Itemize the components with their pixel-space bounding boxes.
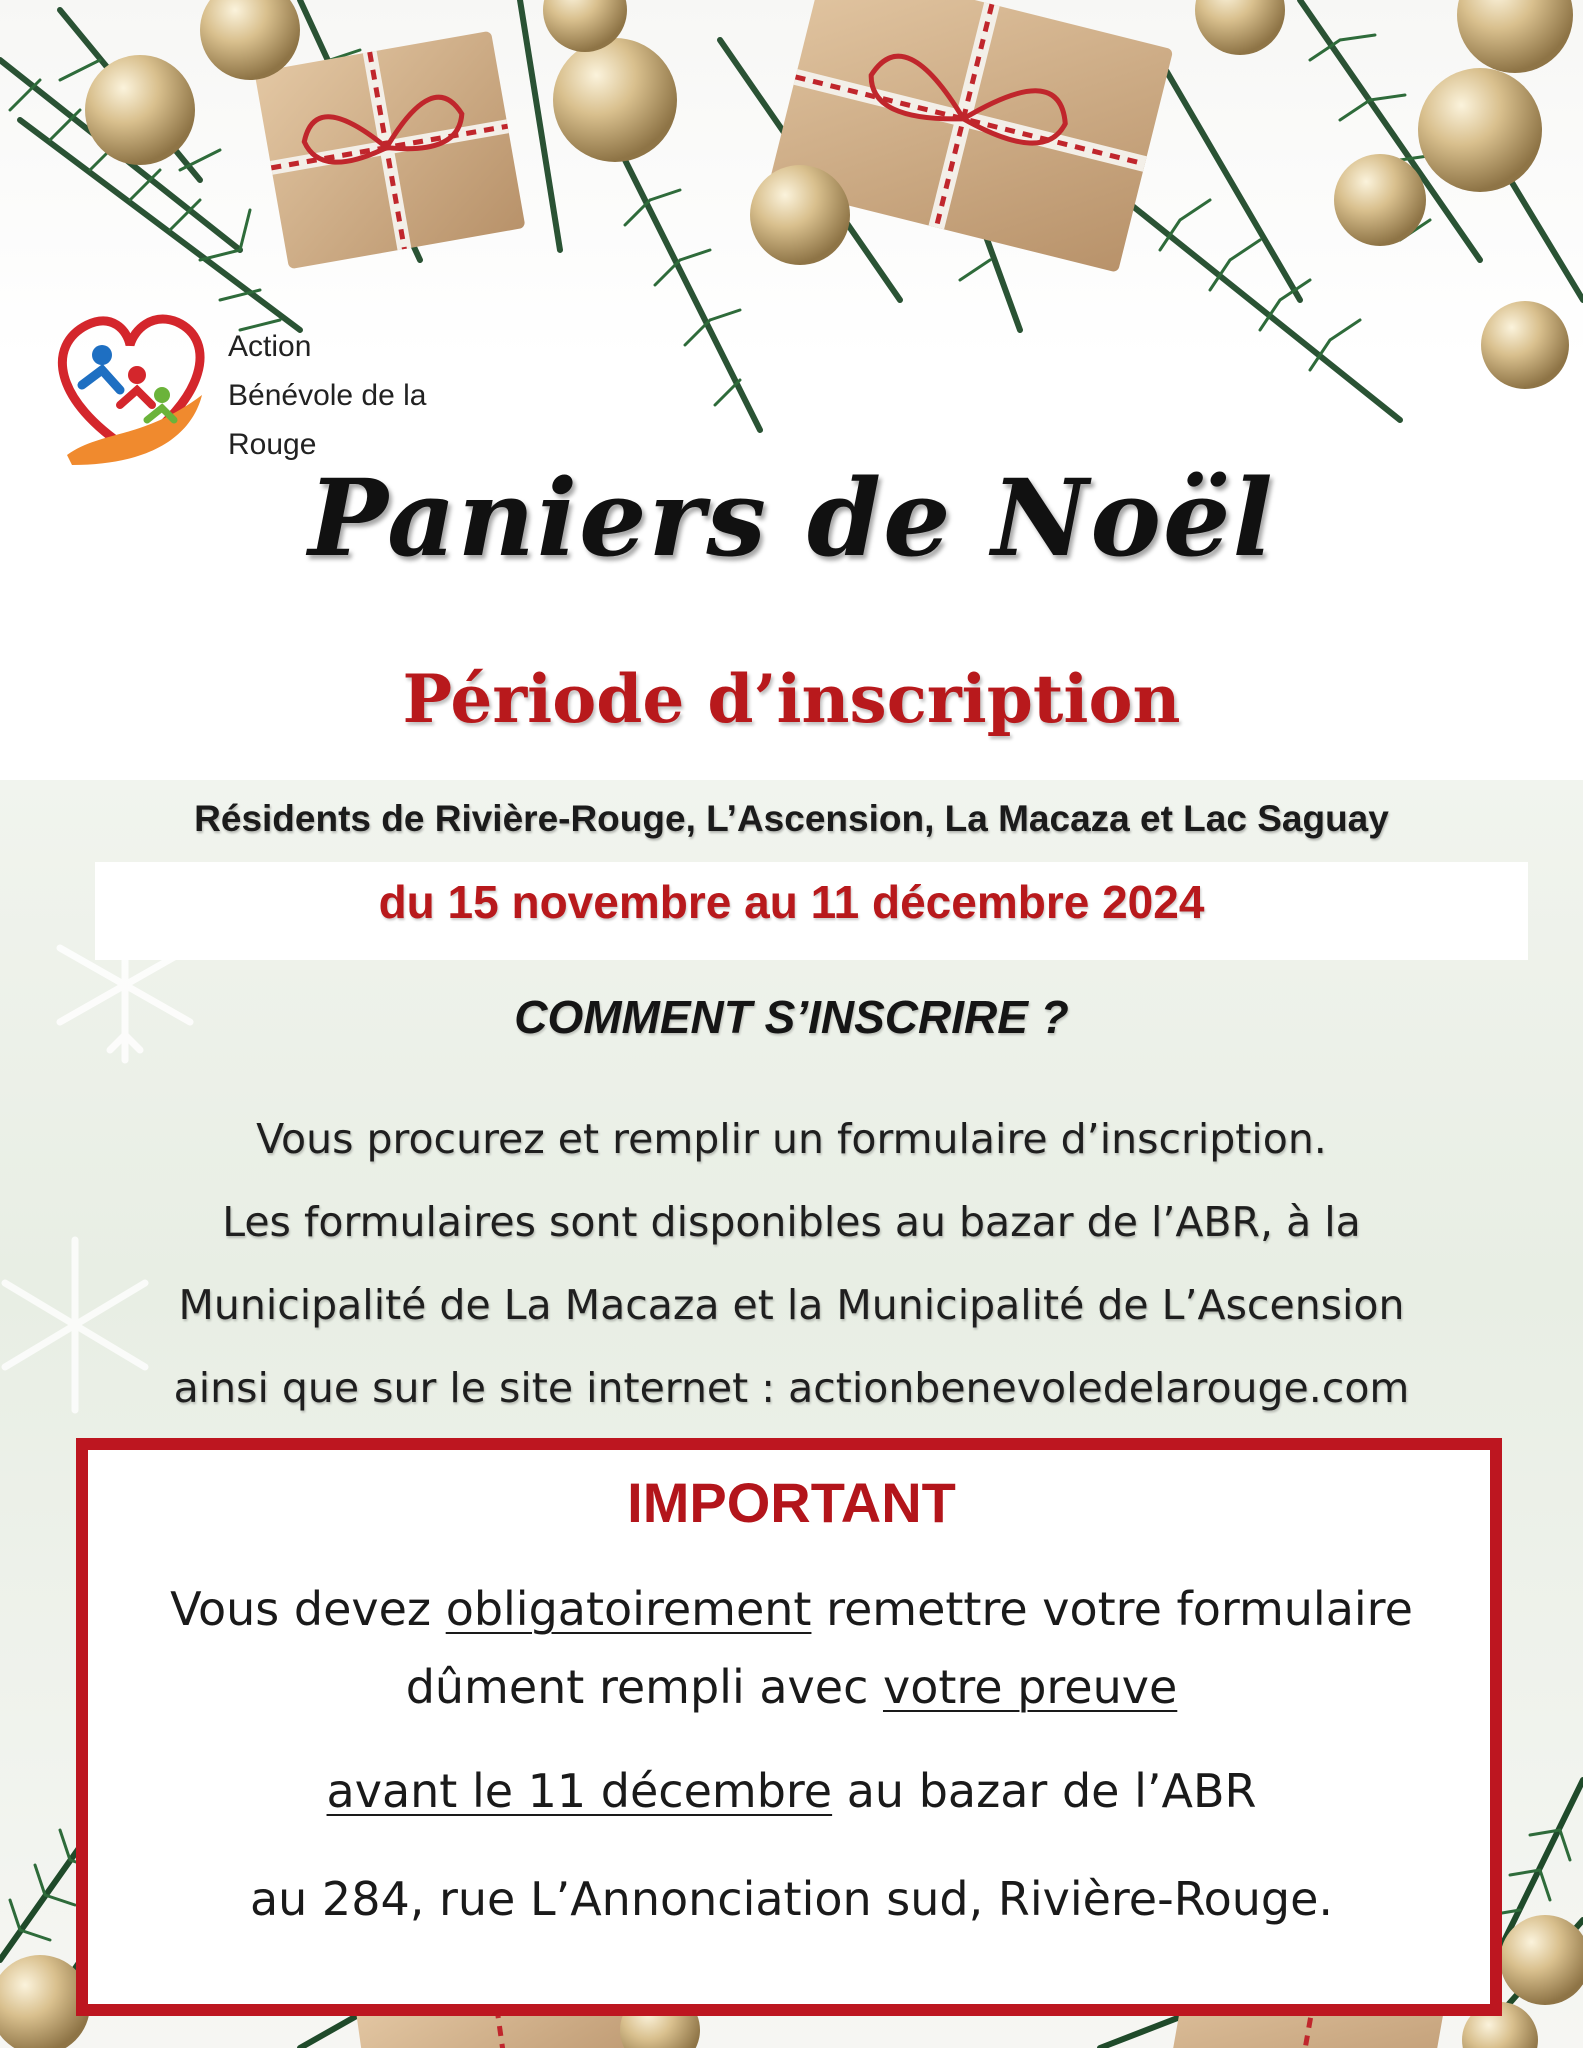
important-deadline: avant le 11 décembre <box>326 1764 833 1818</box>
instruction-line: Municipalité de La Macaza et la Municipalité de L’Ascension <box>178 1281 1405 1329</box>
important-heading: IMPORTANT <box>627 1471 956 1534</box>
organization-logo <box>42 300 427 480</box>
instruction-line: Vous procurez et remplir un formulaire d’inscription. <box>256 1115 1327 1163</box>
important-text: remettre votre formulaire <box>811 1582 1413 1636</box>
registration-period-heading: Période d’inscription <box>402 660 1181 738</box>
instruction-line: ainsi que sur le site internet : actionbenevoledelarouge.com <box>173 1364 1410 1412</box>
eligible-residents: Résidents de Rivière-Rouge, L’Ascension, La Macaza et Lac Saguay <box>194 798 1389 839</box>
page-title: Paniers de Noël <box>308 455 1275 580</box>
important-line-3 <box>0 1764 1583 1818</box>
important-text: au bazar de l’ABR <box>832 1764 1257 1818</box>
important-emphasis: obligatoirement <box>445 1582 812 1636</box>
important-text: Vous devez <box>170 1582 446 1636</box>
logo-line-3: Rouge <box>228 428 317 461</box>
logo-wordmark <box>228 322 427 469</box>
heart-hands-logo-icon <box>42 300 217 475</box>
important-text: dûment rempli avec <box>405 1660 883 1714</box>
instruction-line: Les formulaires sont disponibles au bazar de l’ABR, à la <box>222 1198 1361 1246</box>
how-to-register-heading: COMMENT S’INSCRIRE ? <box>514 991 1069 1043</box>
logo-line-1: Action <box>228 330 312 363</box>
important-emphasis: votre preuve <box>882 1660 1178 1714</box>
important-line-1 <box>0 1582 1583 1636</box>
important-address: au 284, rue L’Annonciation sud, Rivière-Rouge. <box>249 1872 1334 1926</box>
important-line-2 <box>0 1660 1583 1714</box>
registration-dates: du 15 novembre au 11 décembre 2024 <box>378 876 1205 928</box>
instructions <box>0 1098 1583 1430</box>
logo-line-2: Bénévole de la <box>228 379 427 412</box>
